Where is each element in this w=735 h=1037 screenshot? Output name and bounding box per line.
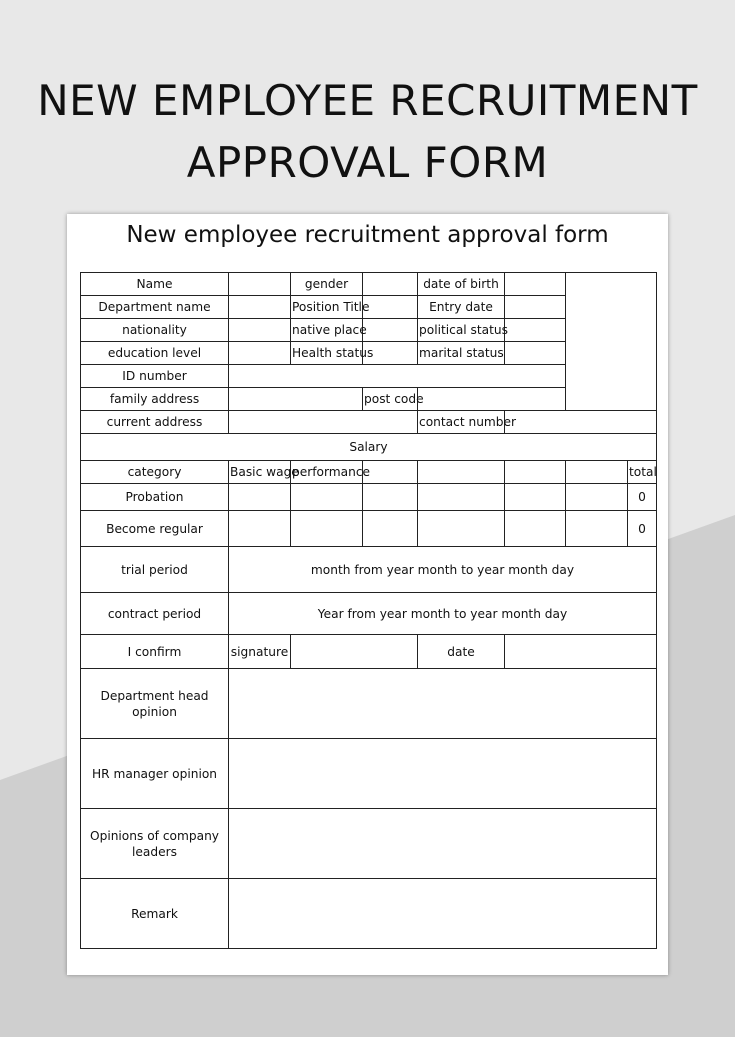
- current-address-field[interactable]: [229, 411, 418, 434]
- remark-label: Remark: [81, 879, 229, 949]
- department-name-label: Department name: [81, 296, 229, 319]
- contact-number-field[interactable]: [505, 411, 657, 434]
- salary-cell[interactable]: [363, 511, 418, 547]
- company-leaders-opinion-field[interactable]: [229, 809, 657, 879]
- nationality-label: nationality: [81, 319, 229, 342]
- salary-heading: Salary: [81, 434, 657, 461]
- health-status-label: Health status: [291, 342, 363, 365]
- approval-form-table: [80, 272, 657, 949]
- remark-row: [81, 879, 657, 949]
- id-number-label: ID number: [81, 365, 229, 388]
- date-of-birth-field[interactable]: [505, 273, 566, 296]
- trial-period-field[interactable]: month from year month to year month day: [229, 547, 657, 593]
- form-title: New employee recruitment approval form: [126, 222, 609, 248]
- company-leaders-opinion-label: Opinions of company leaders: [81, 809, 229, 879]
- marital-status-label: marital status: [418, 342, 505, 365]
- salary-header-blank: [566, 461, 628, 484]
- position-title-label: Position Title: [291, 296, 363, 319]
- form-row-current-address: [81, 411, 657, 434]
- hr-manager-opinion-field[interactable]: [229, 739, 657, 809]
- date-of-birth-label: date of birth: [418, 273, 505, 296]
- salary-performance-label: performance: [291, 461, 363, 484]
- id-number-field[interactable]: [229, 365, 566, 388]
- salary-cell[interactable]: [505, 511, 566, 547]
- salary-row-regular: [81, 511, 657, 547]
- page-title: [0, 70, 735, 194]
- confirm-row: [81, 635, 657, 669]
- form-row-name: [81, 273, 657, 296]
- department-name-field[interactable]: [229, 296, 291, 319]
- company-leaders-opinion-row: [81, 809, 657, 879]
- department-head-opinion-row: [81, 669, 657, 739]
- salary-total-value: 0: [628, 511, 657, 547]
- gender-field[interactable]: [363, 273, 418, 296]
- salary-cell[interactable]: [566, 484, 628, 511]
- political-status-label: political status: [418, 319, 505, 342]
- current-address-label: current address: [81, 411, 229, 434]
- salary-cell[interactable]: [291, 484, 363, 511]
- salary-cell[interactable]: [291, 511, 363, 547]
- salary-row-probation: [81, 484, 657, 511]
- confirm-date-field[interactable]: [505, 635, 657, 669]
- photo-box[interactable]: [566, 273, 657, 411]
- gender-label: gender: [291, 273, 363, 296]
- salary-basic-wage-label: Basic wage: [229, 461, 291, 484]
- salary-total-value: 0: [628, 484, 657, 511]
- contact-number-label: contact number: [418, 411, 505, 434]
- salary-cell[interactable]: [418, 511, 505, 547]
- post-code-label: post code: [363, 388, 418, 411]
- family-address-label: family address: [81, 388, 229, 411]
- salary-header-blank: [363, 461, 418, 484]
- salary-header-row: [81, 461, 657, 484]
- page-title-line-1: NEW EMPLOYEE RECRUITMENT: [37, 76, 698, 125]
- trial-period-label: trial period: [81, 547, 229, 593]
- education-level-label: education level: [81, 342, 229, 365]
- salary-total-label: total: [628, 461, 657, 484]
- hr-manager-opinion-row: [81, 739, 657, 809]
- department-head-opinion-field[interactable]: [229, 669, 657, 739]
- remark-field[interactable]: [229, 879, 657, 949]
- contract-period-row: [81, 593, 657, 635]
- signature-label: signature: [229, 635, 291, 669]
- position-title-field[interactable]: [363, 296, 418, 319]
- trial-period-row: [81, 547, 657, 593]
- native-place-field[interactable]: [363, 319, 418, 342]
- salary-header-blank: [505, 461, 566, 484]
- confirm-label: I confirm: [81, 635, 229, 669]
- education-level-field[interactable]: [229, 342, 291, 365]
- salary-cell[interactable]: [505, 484, 566, 511]
- nationality-field[interactable]: [229, 319, 291, 342]
- entry-date-label: Entry date: [418, 296, 505, 319]
- entry-date-field[interactable]: [505, 296, 566, 319]
- salary-category-label: category: [81, 461, 229, 484]
- salary-cell[interactable]: [229, 484, 291, 511]
- name-field[interactable]: [229, 273, 291, 296]
- confirm-date-label: date: [418, 635, 505, 669]
- salary-header-blank: [418, 461, 505, 484]
- page-title-line-2: APPROVAL FORM: [186, 138, 549, 187]
- salary-row-label: Become regular: [81, 511, 229, 547]
- marital-status-field[interactable]: [505, 342, 566, 365]
- family-address-field[interactable]: [229, 388, 363, 411]
- contract-period-field[interactable]: Year from year month to year month day: [229, 593, 657, 635]
- salary-cell[interactable]: [363, 484, 418, 511]
- hr-manager-opinion-label: HR manager opinion: [81, 739, 229, 809]
- post-code-field[interactable]: [418, 388, 566, 411]
- political-status-field[interactable]: [505, 319, 566, 342]
- salary-cell[interactable]: [418, 484, 505, 511]
- salary-cell[interactable]: [566, 511, 628, 547]
- name-label: Name: [81, 273, 229, 296]
- salary-heading-row: [81, 434, 657, 461]
- salary-cell[interactable]: [229, 511, 291, 547]
- contract-period-label: contract period: [81, 593, 229, 635]
- native-place-label: native place: [291, 319, 363, 342]
- salary-row-label: Probation: [81, 484, 229, 511]
- department-head-opinion-label: Department head opinion: [81, 669, 229, 739]
- signature-field[interactable]: [291, 635, 418, 669]
